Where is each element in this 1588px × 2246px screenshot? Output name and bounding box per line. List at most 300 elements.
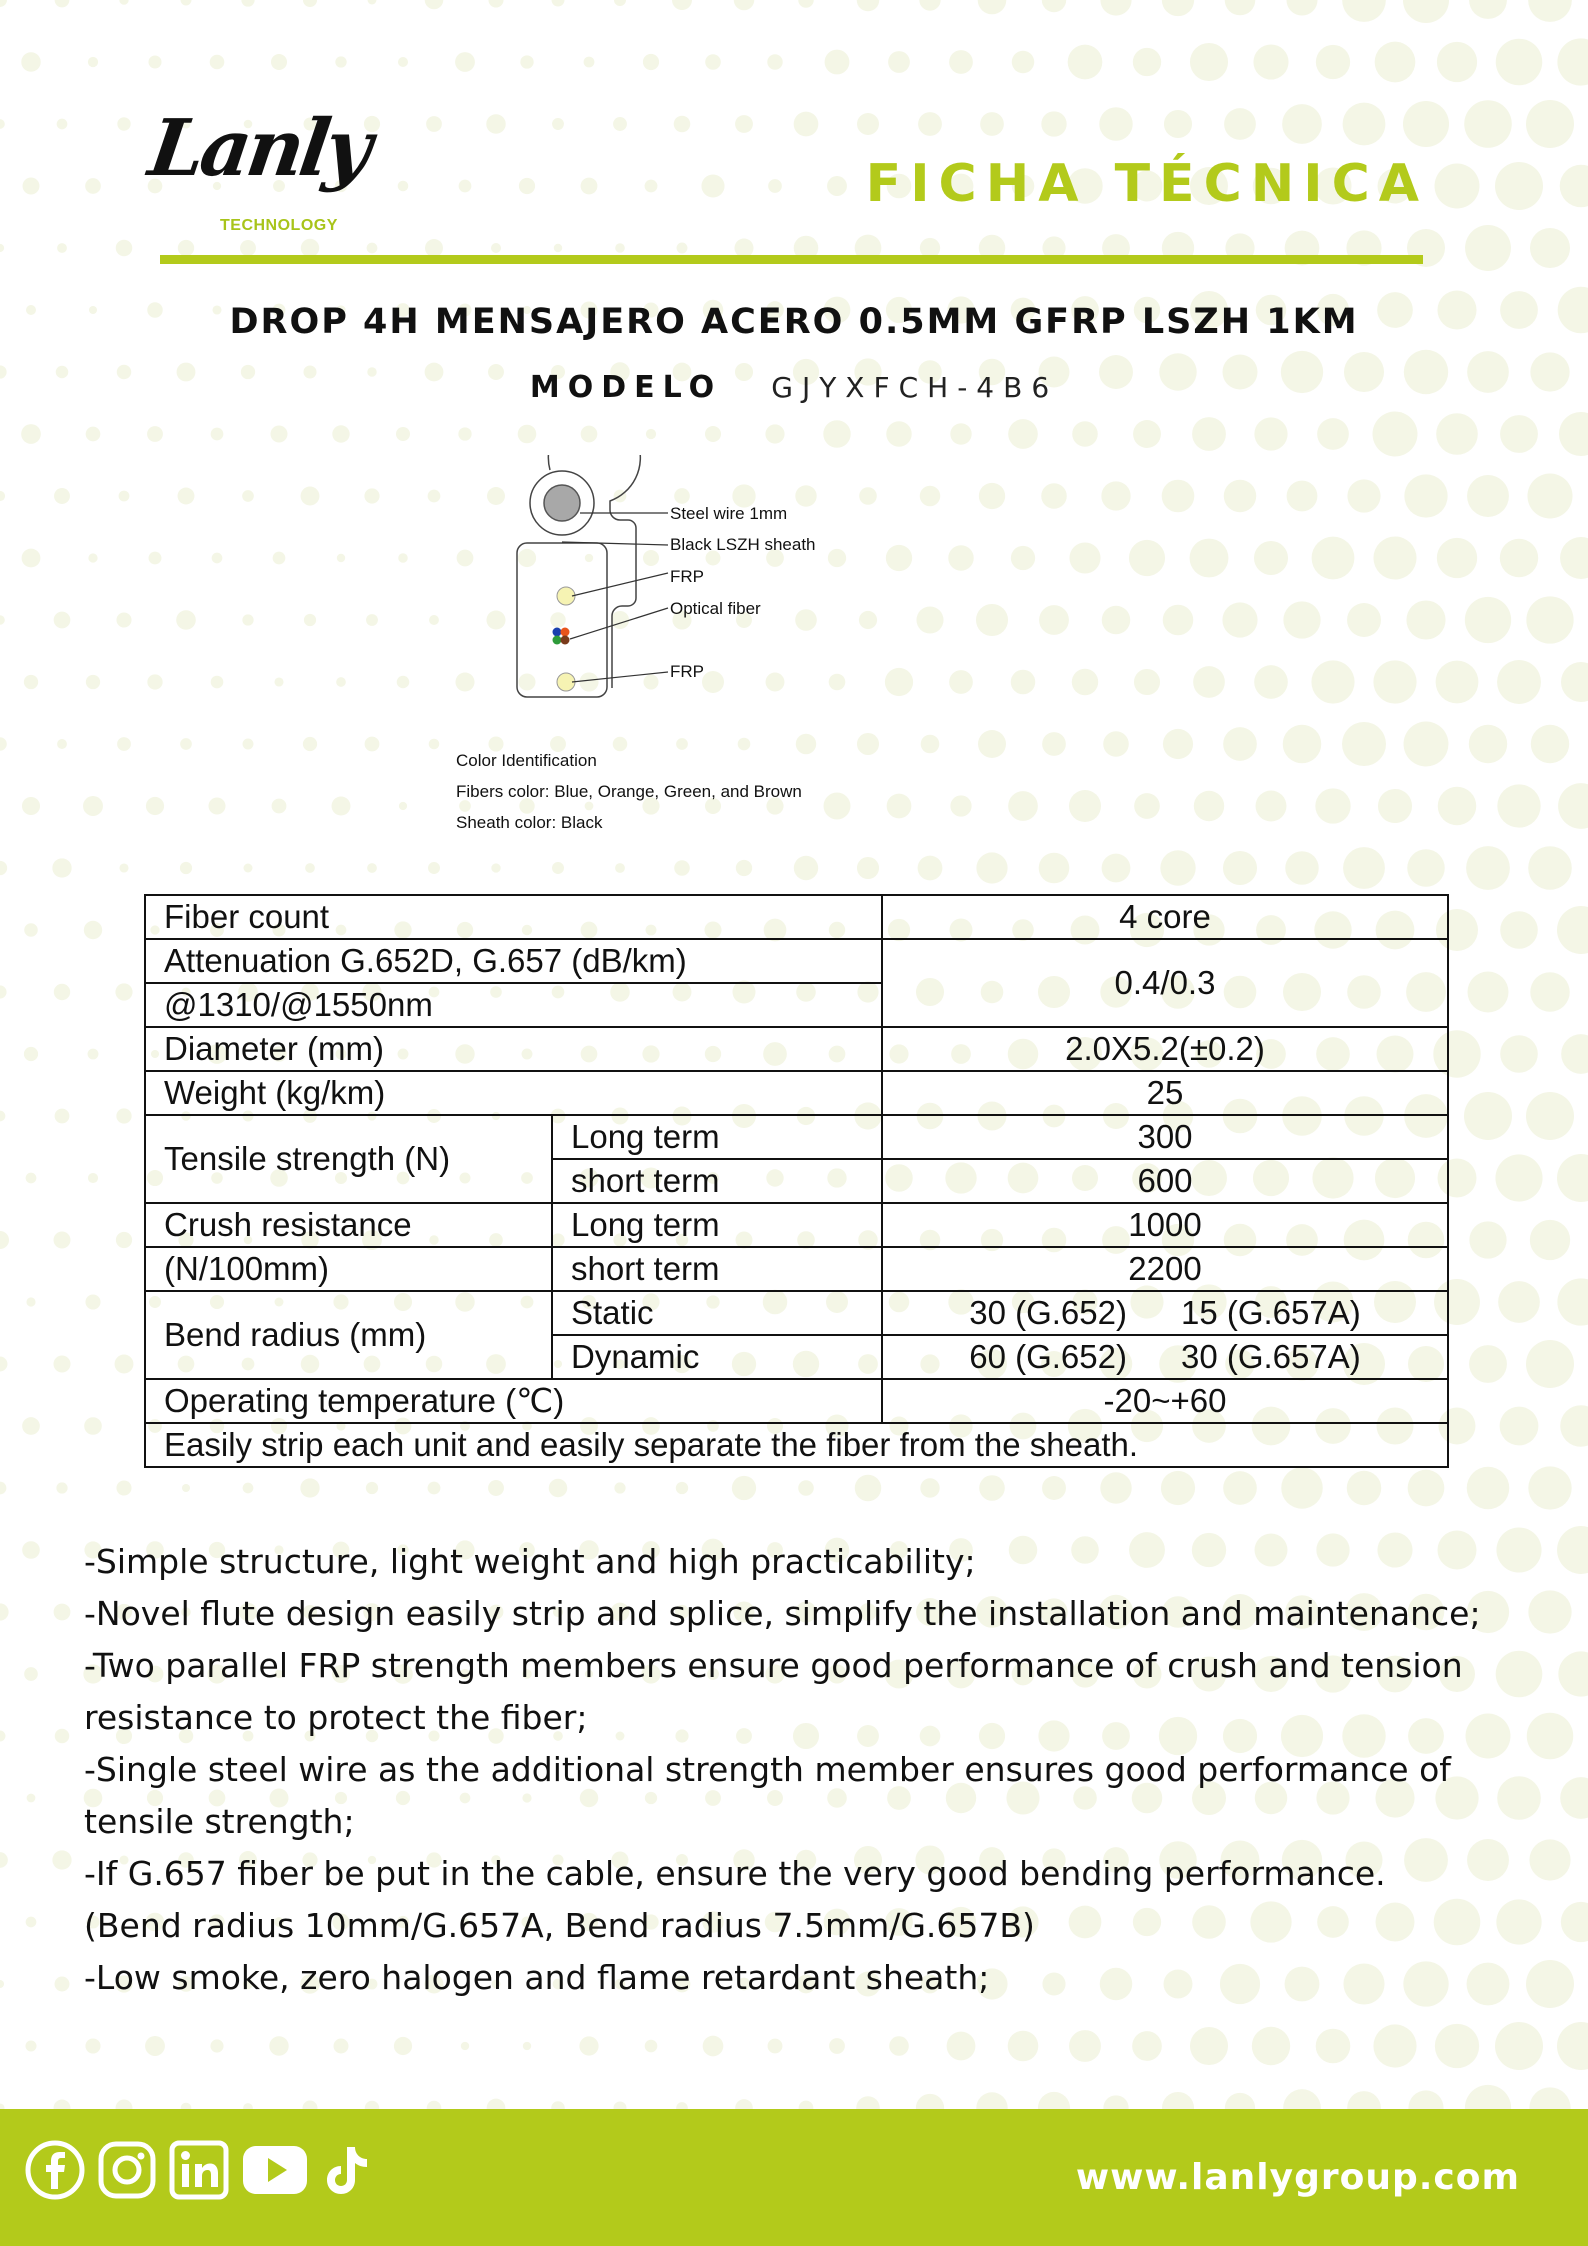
background-dot	[1526, 100, 1574, 148]
background-dot	[613, 117, 627, 131]
spec-label: (N/100mm)	[145, 1247, 552, 1291]
background-dot	[1072, 669, 1098, 695]
background-dot	[1100, 1472, 1131, 1503]
background-dot	[458, 427, 471, 440]
background-dot	[0, 985, 7, 998]
spec-label: Tensile strength (N)	[145, 1115, 552, 1203]
background-dot	[1012, 51, 1034, 73]
label-frp-top: FRP	[670, 567, 704, 586]
background-dot	[57, 243, 67, 253]
background-dot	[1252, 2027, 1290, 2065]
background-dot	[181, 0, 192, 5]
background-dot	[581, 178, 598, 195]
background-dot	[978, 0, 1007, 14]
background-dot	[1342, 0, 1386, 22]
background-dot	[455, 52, 475, 72]
background-dot	[523, 2042, 531, 2050]
background-dot	[367, 243, 378, 254]
background-dot	[829, 2038, 845, 2054]
background-dot	[950, 795, 971, 816]
background-dot	[1557, 38, 1588, 85]
background-dot	[1039, 853, 1070, 884]
background-dot	[210, 55, 225, 70]
background-dot	[1464, 100, 1512, 148]
background-dot	[1193, 666, 1225, 698]
background-dot	[1438, 787, 1477, 826]
background-dot	[1286, 0, 1317, 16]
background-dot	[1101, 481, 1130, 510]
background-dot	[1527, 473, 1572, 518]
label-optical-fiber: Optical fiber	[670, 599, 761, 618]
background-dot	[1011, 670, 1036, 695]
background-dot	[84, 1417, 102, 1435]
background-dot	[1041, 483, 1067, 509]
background-dot	[147, 674, 162, 689]
label-sheath: Black LSZH sheath	[670, 535, 816, 554]
background-dot	[1068, 45, 1103, 80]
background-dot	[979, 483, 1005, 509]
background-dot	[1069, 790, 1101, 822]
background-dot	[211, 428, 224, 441]
background-dot	[825, 50, 850, 75]
background-dot	[1373, 412, 1418, 457]
background-dot	[1500, 415, 1538, 453]
background-dot	[85, 178, 101, 194]
background-dot	[919, 0, 940, 11]
background-dot	[794, 856, 818, 880]
background-dot	[1497, 784, 1540, 827]
background-dot	[178, 240, 194, 256]
background-dot	[520, 55, 533, 68]
background-dot	[1497, 660, 1541, 704]
background-dot	[643, 54, 659, 70]
background-dot	[1190, 43, 1228, 81]
background-dot	[119, 0, 128, 5]
spec-sublabel: Long term	[552, 1203, 882, 1247]
background-dot	[920, 1478, 939, 1497]
background-dot	[1042, 0, 1066, 12]
background-dot	[1282, 104, 1322, 144]
specification-table	[144, 894, 1449, 1468]
background-dot	[581, 426, 598, 443]
background-dot	[1500, 539, 1538, 577]
background-dot	[976, 604, 1008, 636]
table-row	[145, 1115, 1448, 1159]
website-link[interactable]: www.lanlygroup.com	[1075, 2157, 1520, 2198]
lanly-logo	[143, 103, 374, 240]
feature-item: -Two parallel FRP strength members ensure good performance of crush and tension resistance to protect the fiber;	[84, 1646, 1463, 1737]
background-dot	[367, 863, 377, 873]
background-dot	[980, 112, 1004, 136]
background-dot	[979, 1475, 1005, 1501]
background-dot	[855, 1475, 881, 1501]
background-dot	[1469, 0, 1507, 19]
background-dot	[886, 421, 911, 446]
bend-dynamic-g652: 60 (G.652)	[969, 1338, 1127, 1375]
background-dot	[549, 1479, 567, 1497]
background-dot	[768, 179, 782, 193]
background-dot	[1008, 791, 1038, 821]
linkedin-icon[interactable]	[168, 2139, 230, 2205]
background-dot	[1528, 1466, 1571, 1509]
background-dot	[857, 857, 879, 879]
background-dot	[518, 425, 537, 444]
background-dot	[1343, 847, 1385, 889]
background-dot	[1468, 972, 1509, 1013]
background-dot	[1162, 0, 1194, 16]
background-dot	[116, 1232, 132, 1248]
background-dot	[1467, 475, 1509, 517]
spec-value: 1000	[882, 1203, 1448, 1247]
background-dot	[767, 54, 782, 69]
background-dot	[579, 2036, 598, 2055]
background-dot	[85, 1294, 100, 1309]
background-dot	[116, 612, 131, 627]
feature-item: -Low smoke, zero halogen and flame retardant sheath;	[84, 1958, 990, 1997]
background-dot	[1287, 481, 1318, 512]
background-dot	[26, 1297, 35, 1306]
spec-label: Operating temperature (℃)	[145, 1379, 882, 1423]
feature-item: (Bend radius 10mm/G.657A, Bend radius 7.5mm/G.657B)	[84, 1906, 1035, 1945]
background-dot	[887, 794, 912, 819]
background-dot	[1223, 1471, 1257, 1505]
background-dot	[117, 117, 130, 130]
background-dot	[1134, 793, 1160, 819]
background-dot	[1224, 480, 1256, 512]
background-dot	[734, 0, 754, 10]
background-dot	[86, 427, 101, 442]
background-dot	[1558, 783, 1588, 829]
background-dot	[615, 863, 625, 873]
background-dot	[57, 119, 68, 130]
background-dot	[148, 55, 161, 68]
background-dot	[1069, 2030, 1101, 2062]
background-dot	[334, 2039, 349, 2054]
background-dot	[1373, 660, 1416, 703]
spec-sublabel: short term	[552, 1247, 882, 1291]
background-dot	[1526, 1960, 1574, 2008]
model-value: GJYXFCH-4B6	[771, 371, 1059, 404]
background-dot	[1378, 789, 1412, 823]
background-dot	[1342, 722, 1386, 766]
background-dot	[119, 491, 130, 502]
background-dot	[1042, 732, 1066, 756]
background-dot	[491, 243, 501, 253]
spec-value: 4 core	[882, 895, 1448, 939]
background-dot	[55, 0, 70, 7]
background-dot	[921, 735, 940, 754]
background-dot	[428, 1482, 441, 1495]
background-dot	[949, 670, 973, 694]
background-dot	[1529, 1839, 1570, 1880]
background-dot	[1192, 417, 1226, 451]
background-dot	[1160, 850, 1195, 885]
background-dot	[554, 244, 562, 252]
background-dot	[1560, 1405, 1588, 1447]
spec-value: 25	[882, 1071, 1448, 1115]
spec-sublabel: short term	[552, 1159, 882, 1203]
background-dot	[1223, 851, 1257, 885]
background-dot	[1317, 418, 1349, 450]
background-dot	[1403, 101, 1449, 147]
youtube-icon[interactable]	[240, 2139, 310, 2205]
background-dot	[54, 1232, 71, 1249]
background-dot	[1557, 1278, 1588, 1325]
steel-wire	[544, 485, 580, 521]
background-dot	[1042, 1476, 1066, 1500]
background-dot	[398, 181, 409, 192]
background-dot	[703, 2036, 724, 2057]
spec-label: Crush resistance	[145, 1203, 552, 1247]
background-dot	[1557, 1526, 1588, 1574]
background-dot	[0, 737, 7, 751]
background-dot	[0, 1357, 7, 1372]
table-row	[145, 1379, 1448, 1423]
background-dot	[1190, 539, 1229, 578]
background-dot	[1315, 788, 1350, 823]
background-dot	[614, 1482, 625, 1493]
background-dot	[1347, 603, 1381, 637]
background-dot	[305, 863, 315, 873]
background-dot	[22, 1417, 40, 1435]
background-dot	[1011, 546, 1035, 570]
background-dot	[21, 424, 41, 444]
background-dot	[1194, 791, 1224, 821]
background-dot	[241, 0, 254, 7]
background-dot	[88, 57, 98, 67]
background-dot	[180, 738, 192, 750]
background-dot	[1408, 1470, 1445, 1507]
background-dot	[1254, 541, 1288, 575]
background-dot	[1560, 165, 1588, 208]
background-dot	[1465, 597, 1511, 643]
background-dot	[300, 1478, 319, 1497]
tiktok-icon[interactable]	[320, 2139, 376, 2205]
spec-value	[882, 1291, 1448, 1335]
label-steel-wire: Steel wire 1mm	[670, 504, 788, 523]
spec-label: Bend radius (mm)	[145, 1291, 552, 1379]
background-dot	[25, 2040, 36, 2051]
background-dot	[1285, 851, 1318, 884]
background-dot	[1256, 791, 1287, 822]
instagram-icon[interactable]	[96, 2139, 158, 2205]
background-dot	[0, 244, 4, 252]
background-dot	[1437, 42, 1477, 82]
background-dot	[24, 923, 38, 937]
cable-body	[516, 507, 562, 613]
background-dot	[552, 118, 564, 130]
spec-value: -20~+60	[882, 1379, 1448, 1423]
background-dot	[1496, 39, 1543, 86]
background-dot	[488, 1480, 504, 1496]
background-dot	[55, 1977, 70, 1992]
background-dot	[1222, 602, 1257, 637]
background-dot	[976, 852, 1007, 883]
background-dot	[56, 1482, 67, 1493]
background-dot	[180, 862, 192, 874]
background-dot	[1254, 665, 1288, 699]
background-dot	[823, 420, 850, 447]
background-dot	[1283, 725, 1322, 764]
document-title: FICHA TÉCNICA	[865, 154, 1428, 214]
background-dot	[1347, 1471, 1381, 1505]
background-dot	[798, 1480, 814, 1496]
background-dot	[429, 739, 440, 750]
background-dot	[274, 677, 283, 686]
background-dot	[1530, 228, 1570, 268]
background-dot	[54, 1604, 71, 1621]
background-dot	[116, 240, 132, 256]
background-dot	[676, 1482, 688, 1494]
background-dot	[1558, 1651, 1588, 1696]
background-dot	[1530, 1220, 1570, 1260]
background-dot	[1373, 2024, 1416, 2067]
background-dot	[243, 739, 254, 750]
background-dot	[304, 614, 316, 626]
label-frp-bottom: FRP	[670, 662, 704, 681]
background-dot	[1163, 605, 1194, 636]
background-dot	[1404, 474, 1447, 517]
background-dot	[26, 1173, 37, 1184]
background-dot	[857, 0, 880, 11]
background-dot	[1343, 103, 1386, 146]
background-dot	[614, 0, 626, 6]
background-dot	[889, 2036, 909, 2056]
background-dot	[1435, 2024, 1479, 2068]
spec-value: 2.0X5.2(±0.2)	[882, 1027, 1448, 1071]
background-dot	[211, 676, 224, 689]
background-dot	[455, 672, 474, 691]
background-dot	[1528, 1590, 1571, 1633]
model-row	[0, 370, 1588, 405]
background-dot	[398, 57, 408, 67]
background-dot	[1161, 1471, 1195, 1505]
background-dot	[85, 2038, 100, 2053]
background-dot	[1102, 854, 1131, 883]
background-dot	[1162, 480, 1195, 513]
background-dot	[116, 1108, 131, 1123]
color-identification	[456, 745, 802, 838]
background-dot	[916, 606, 943, 633]
background-dot	[1404, 722, 1449, 767]
background-dot	[270, 425, 287, 442]
background-dot	[301, 487, 320, 506]
background-dot	[645, 180, 658, 193]
background-dot	[1561, 1034, 1588, 1074]
background-dot	[84, 921, 102, 939]
background-dot	[88, 553, 97, 562]
spec-value: 300	[882, 1115, 1448, 1159]
background-dot	[337, 554, 345, 562]
background-dot	[428, 490, 441, 503]
background-dot	[0, 615, 5, 625]
background-dot	[486, 114, 505, 133]
background-dot	[1312, 537, 1355, 580]
background-dot	[269, 2036, 288, 2055]
background-dot	[705, 54, 721, 70]
color-id-fibers: Fibers color: Blue, Orange, Green, and Brown	[456, 782, 802, 801]
background-dot	[242, 490, 254, 502]
background-dot	[947, 2032, 976, 2061]
background-dot	[1495, 1154, 1542, 1201]
background-dot	[1103, 731, 1129, 757]
background-dot	[857, 113, 879, 135]
background-dot	[425, 0, 444, 9]
spec-value: 600	[882, 1159, 1448, 1203]
background-dot	[396, 427, 410, 441]
background-dot	[53, 1355, 70, 1372]
background-dot	[857, 733, 879, 755]
background-dot	[365, 737, 380, 752]
background-dot	[768, 2039, 783, 2054]
background-dot	[1495, 162, 1543, 210]
background-dot	[1132, 2031, 1162, 2061]
background-dot	[428, 862, 440, 874]
background-dot	[978, 730, 1006, 758]
background-dot	[1469, 1345, 1507, 1383]
background-dot	[491, 863, 500, 872]
background-dot	[1561, 662, 1588, 702]
background-dot	[1281, 1467, 1323, 1509]
background-dot	[1407, 849, 1444, 886]
background-dot	[1406, 600, 1445, 639]
background-dot	[1008, 419, 1038, 449]
background-dot	[824, 793, 851, 820]
background-dot	[243, 1483, 254, 1494]
background-dot	[950, 423, 971, 444]
background-dot	[1465, 225, 1511, 271]
background-dot	[0, 1231, 9, 1249]
background-dot	[1041, 111, 1066, 136]
background-dot	[0, 1482, 6, 1495]
background-dot	[1163, 729, 1193, 759]
background-dot	[645, 2040, 658, 2053]
background-dot	[1560, 537, 1588, 579]
background-dot	[1164, 110, 1192, 138]
spec-value	[882, 1335, 1448, 1379]
background-dot	[1528, 0, 1572, 22]
background-dot	[1347, 479, 1380, 512]
background-dot	[27, 1794, 36, 1803]
background-dot	[24, 1047, 38, 1061]
background-dot	[677, 243, 688, 254]
background-dot	[57, 739, 67, 749]
background-dot	[1254, 417, 1287, 450]
background-dot	[1560, 1777, 1588, 1819]
table-row	[145, 939, 1448, 983]
background-dot	[1316, 2029, 1351, 2064]
background-dot	[146, 797, 164, 815]
table-row	[145, 1071, 1448, 1115]
facebook-icon[interactable]	[24, 2139, 86, 2205]
spec-label: Diameter (mm)	[145, 1027, 882, 1071]
feature-item: -Simple structure, light weight and high practicability;	[84, 1542, 976, 1581]
bend-static-g657a: 15 (G.657A)	[1180, 1294, 1361, 1331]
background-dot	[1283, 601, 1320, 638]
background-dot	[55, 1729, 70, 1744]
background-dot	[176, 610, 196, 630]
background-dot	[949, 50, 973, 74]
background-dot	[1527, 1713, 1573, 1759]
background-dot	[271, 54, 287, 70]
background-dot	[1559, 412, 1588, 456]
background-dot	[1373, 536, 1416, 579]
background-dot	[23, 178, 40, 195]
logo-subtitle: TECHNOLOGY	[220, 217, 338, 234]
background-dot	[397, 676, 410, 689]
background-dot	[54, 612, 71, 629]
background-dot	[920, 486, 941, 507]
